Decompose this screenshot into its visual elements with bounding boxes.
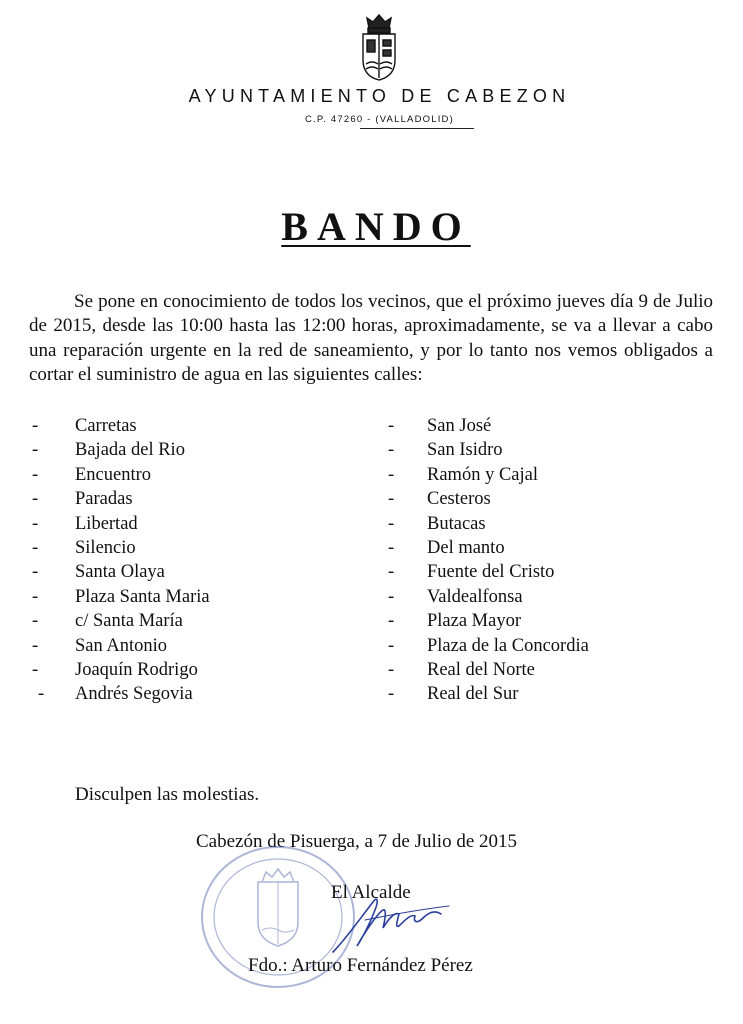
list-bullet: - [388,684,395,705]
list-bullet: - [32,659,39,680]
street-name: Santa Olaya [75,562,165,583]
list-bullet: - [388,489,395,510]
list-item [388,658,718,682]
list-bullet: - [32,537,39,558]
street-name: Silencio [75,537,136,558]
street-name: Valdealfonsa [427,586,523,607]
street-list-right [388,414,718,707]
list-bullet: - [32,440,39,461]
list-bullet: - [32,611,39,632]
list-bullet: - [388,464,395,485]
street-name: Butacas [427,513,486,534]
street-name: Andrés Segovia [75,684,193,705]
list-bullet: - [32,464,39,485]
street-list-left [32,414,362,707]
list-bullet: - [388,659,395,680]
street-name: Bajada del Rio [75,440,185,461]
street-name: Plaza Mayor [427,611,522,632]
street-name: Joaquín Rodrigo [75,659,198,680]
list-bullet: - [388,635,395,656]
list-item [32,487,362,511]
list-item [32,438,362,462]
organization-address: C.P. 47260 - (VALLADOLID) [305,114,454,125]
list-item [32,585,362,609]
list-bullet: - [32,635,39,656]
list-item [32,536,362,560]
list-item [32,609,362,633]
coat-of-arms-icon [357,12,401,82]
street-name: San Antonio [75,635,167,656]
list-item [32,512,362,536]
list-item [388,536,718,560]
street-name: Paradas [75,489,133,510]
street-name: Libertad [75,513,138,534]
list-item [388,438,718,462]
list-bullet: - [32,416,39,436]
organization-name: AYUNTAMIENTO DE CABEZON [188,86,571,106]
list-item [32,414,362,438]
document-title [0,203,743,250]
list-bullet: - [388,440,395,461]
list-item [388,512,718,536]
list-item [32,634,362,658]
place-and-date: Cabezón de Pisuerga, a 7 de Julio de 2015 [196,831,517,852]
street-name: Del manto [427,537,505,558]
street-name: Fuente del Cristo [427,562,555,583]
list-item [388,585,718,609]
list-bullet: - [388,562,395,583]
street-name: Plaza de la Concordia [427,635,589,656]
list-bullet: - [32,586,39,607]
signature-icon [325,880,455,960]
list-bullet: - [32,489,39,510]
notice-body: Se pone en conocimiento de todos los vecinos, que el próximo jueves día 9 de Julio de 2015, desde las 10:00 hasta las 12:00 horas, aproximadamente, se va a llevar a cabo una reparación urgente en la red de saneamiento, y por lo tanto nos vemos obligados a cortar el suministro de agua en las siguientes calles: [29,291,713,386]
list-bullet: - [388,586,395,607]
street-name: Real del Norte [427,659,535,680]
list-bullet: - [38,684,45,705]
street-name: San Isidro [427,440,503,461]
street-name: Ramón y Cajal [427,464,538,485]
list-item [388,609,718,633]
list-item [388,634,718,658]
list-bullet: - [388,537,395,558]
street-name: Plaza Santa Maria [75,586,210,607]
list-bullet: - [388,513,395,534]
street-name: San José [427,416,492,436]
list-bullet: - [32,513,39,534]
list-bullet: - [388,416,395,436]
list-item [32,463,362,487]
street-name: Cesteros [427,489,491,510]
list-item [32,682,362,706]
list-item [388,560,718,584]
list-bullet: - [388,611,395,632]
mayor-title: El Alcalde [331,882,411,903]
list-item [32,560,362,584]
list-item [388,463,718,487]
list-bullet: - [32,562,39,583]
list-item [388,682,718,706]
list-item [32,658,362,682]
title-text: BANDO [281,204,471,249]
list-item [388,487,718,511]
apology-text: Disculpen las molestias. [75,784,260,805]
signed-by: Fdo.: Arturo Fernández Pérez [248,955,473,976]
street-name: Real del Sur [427,684,519,705]
address-underline [360,128,474,129]
street-name: Encuentro [75,464,152,485]
list-item [388,414,718,438]
street-name: Carretas [75,416,137,436]
street-name: c/ Santa María [75,611,183,632]
